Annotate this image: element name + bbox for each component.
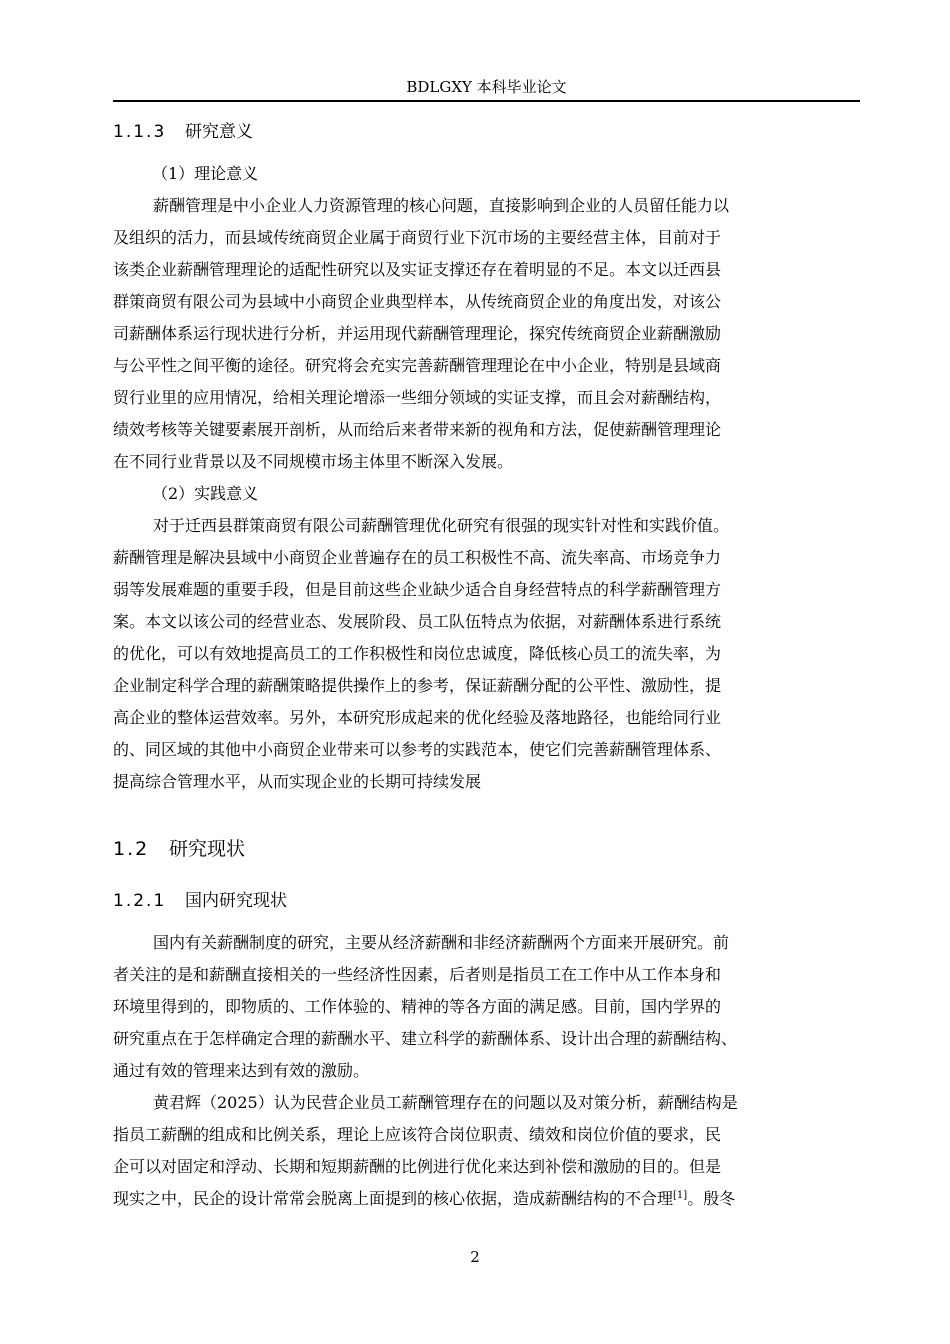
text-line: 企业制定科学合理的薪酬策略提供操作上的参考，保证薪酬分配的公平性、激励性，提 <box>113 676 722 695</box>
text-line: 司薪酬体系运行现状进行分析，并运用现代薪酬管理理论，探究传统商贸企业薪酬激励 <box>113 324 722 343</box>
text-line: 薪酬管理是解决县域中小商贸企业普遍存在的员工积极性不高、流失率高、市场竞争力 <box>113 548 722 567</box>
text-line: 群策商贸有限公司为县域中小商贸企业典型样本，从传统商贸企业的角度出发，对该公 <box>113 292 722 311</box>
heading-1-2-1 <box>113 889 287 913</box>
text-segment: 。殷冬 <box>687 1189 736 1208</box>
paragraph-domestic <box>113 927 873 1087</box>
text-line: 黄君辉（2025）认为民营企业员工薪酬管理存在的问题以及对策分析，薪酬结构是 <box>153 1093 738 1112</box>
text-line: 者关注的是和薪酬直接相关的一些经济性因素，后者则是指员工在工作中从工作本身和 <box>113 965 722 984</box>
paragraph-theory <box>113 190 873 478</box>
text-line: 该类企业薪酬管理理论的适配性研究以及实证支撑还存在着明显的不足。本文以迁西县 <box>113 260 722 279</box>
page-number: 2 <box>470 1248 480 1266</box>
text-line: 的优化，可以有效地提高员工的工作积极性和岗位忠诚度，降低核心员工的流失率，为 <box>113 644 722 663</box>
citation-marker: [1] <box>673 1190 688 1201</box>
text-line: 环境里得到的，即物质的、工作体验的、精神的等各方面的满足感。目前，国内学界的 <box>113 997 722 1016</box>
paragraph-practice <box>113 510 873 798</box>
text-segment: 现实之中，民企的设计常常会脱离上面提到的核心依据，造成薪酬结构的不合理 <box>113 1189 674 1208</box>
text-line: 在不同行业背景以及不同规模市场主体里不断深入发展。 <box>113 452 514 471</box>
section-number: 1.2 <box>113 838 150 860</box>
section-title: 研究意义 <box>185 122 253 142</box>
text-line: 提高综合管理水平，从而实现企业的长期可持续发展 <box>113 772 482 791</box>
text-line: 国内有关薪酬制度的研究，主要从经济薪酬和非经济薪酬两个方面来开展研究。前 <box>153 933 730 952</box>
text-line: 高企业的整体运营效率。另外，本研究形成起来的优化经验及落地路径，也能给同行业 <box>113 708 722 727</box>
text-line: 研究重点在于怎样确定合理的薪酬水平、建立科学的薪酬体系、设计出合理的薪酬结构、 <box>113 1029 738 1048</box>
running-header: BDLGXY 本科毕业论文 <box>406 78 567 96</box>
text-line <box>113 1183 873 1215</box>
text-line: 的、同区域的其他中小商贸企业带来可以参考的实践范本，使它们完善薪酬管理体系、 <box>113 740 722 759</box>
text-line: 弱等发展难题的重要手段，但是目前这些企业缺少适合自身经营特点的科学薪酬管理方 <box>113 580 722 599</box>
text-line: 案。本文以该公司的经营业态、发展阶段、员工队伍特点为依据，对薪酬体系进行系统 <box>113 612 722 631</box>
section-number: 1.1.3 <box>113 122 167 142</box>
text-line: 及组织的活力，而县域传统商贸企业属于商贸行业下沉市场的主要经营主体，目前对于 <box>113 228 722 247</box>
subheading-theory: （1）理论意义 <box>152 164 259 183</box>
text-line: 通过有效的管理来达到有效的激励。 <box>113 1061 370 1080</box>
section-number: 1.2.1 <box>113 891 167 911</box>
text-line: 绩效考核等关键要素展开剖析，从而给后来者带来新的视角和方法，促使薪酬管理理论 <box>113 420 722 439</box>
text-line: 对于迁西县群策商贸有限公司薪酬管理优化研究有很强的现实针对性和实践价值。 <box>153 516 730 535</box>
heading-1-1-3 <box>113 120 253 144</box>
section-title: 研究现状 <box>169 838 246 860</box>
text-line: 指员工薪酬的组成和比例关系，理论上应该符合岗位职责、绩效和岗位价值的要求，民 <box>113 1125 722 1144</box>
section-title: 国内研究现状 <box>185 891 287 911</box>
heading-1-2 <box>113 836 245 862</box>
text-line: 企可以对固定和浮动、长期和短期薪酬的比例进行优化来达到补偿和激励的目的。但是 <box>113 1157 722 1176</box>
paragraph-huang <box>113 1087 873 1215</box>
text-line: 薪酬管理是中小企业人力资源管理的核心问题，直接影响到企业的人员留任能力以 <box>153 196 730 215</box>
subheading-practice: （2）实践意义 <box>152 484 259 503</box>
text-line: 贸行业里的应用情况，给相关理论增添一些细分领域的实证支撑，而且会对薪酬结构， <box>113 388 722 407</box>
header-rule <box>113 100 860 102</box>
text-line: 与公平性之间平衡的途径。研究将会充实完善薪酬管理理论在中小企业，特别是县域商 <box>113 356 722 375</box>
